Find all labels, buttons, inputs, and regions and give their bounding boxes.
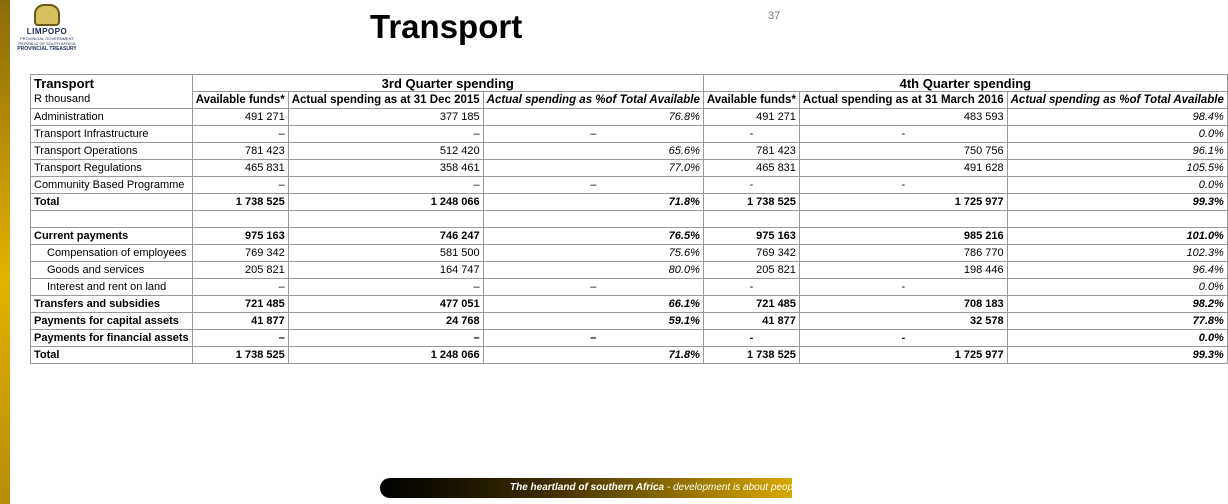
row-label: Transfers and subsidies — [31, 296, 193, 313]
q4-percent-cell: 0.0% — [1007, 177, 1227, 194]
row-label: Administration — [31, 109, 193, 126]
q4-available-cell: - — [703, 177, 799, 194]
q4-available-cell: - — [703, 330, 799, 347]
q4-actual-cell: - — [799, 126, 1007, 143]
table-row — [31, 160, 1228, 177]
q3-percent-cell: – — [483, 279, 703, 296]
table-row — [31, 228, 1228, 245]
page-title: Transport — [370, 8, 523, 45]
table-corner-label: Transport — [34, 76, 94, 91]
table-row — [31, 143, 1228, 160]
q4-percent-cell: 105.5% — [1007, 160, 1227, 177]
page-number: 37 — [768, 10, 781, 22]
logo-line-1: LIMPOPO — [26, 27, 68, 36]
q3-percent-cell: 59.1% — [483, 313, 703, 330]
q4-available-cell: 975 163 — [703, 228, 799, 245]
q3-actual-cell: 164 747 — [288, 262, 483, 279]
footer-tagline — [510, 482, 801, 493]
q3-percent-cell: 65.6% — [483, 143, 703, 160]
row-label: Total — [31, 194, 193, 211]
q3-available-cell: 205 821 — [192, 262, 288, 279]
q3-actual-cell: 477 051 — [288, 296, 483, 313]
q4-actual-cell: 786 770 — [799, 245, 1007, 262]
q3-available-cell: – — [192, 279, 288, 296]
q4-actual-cell: 491 628 — [799, 160, 1007, 177]
q4-actual-cell: 198 446 — [799, 262, 1007, 279]
q4-available-cell: 1 738 525 — [703, 347, 799, 364]
q3-actual-cell: 24 768 — [288, 313, 483, 330]
q3-actual-cell: 1 248 066 — [288, 194, 483, 211]
row-label: Community Based Programme — [31, 177, 193, 194]
q4-percent-cell: 96.1% — [1007, 143, 1227, 160]
q3-available-cell: 1 738 525 — [192, 194, 288, 211]
q3-available-cell: – — [192, 330, 288, 347]
q4-actual-cell: - — [799, 330, 1007, 347]
q4-actual-cell: 750 756 — [799, 143, 1007, 160]
row-label: Current payments — [31, 228, 193, 245]
q3-actual-cell: 358 461 — [288, 160, 483, 177]
q3-percent-cell: – — [483, 177, 703, 194]
table-row — [31, 330, 1228, 347]
q4-percent-cell: 101.0% — [1007, 228, 1227, 245]
table-row — [31, 262, 1228, 279]
q4-percent-cell: 77.8% — [1007, 313, 1227, 330]
coat-of-arms-icon — [34, 4, 60, 26]
q4-available-cell: 205 821 — [703, 262, 799, 279]
q4-available-cell: 41 877 — [703, 313, 799, 330]
q4-actual-cell: 985 216 — [799, 228, 1007, 245]
total-row — [31, 194, 1228, 211]
table-row — [31, 313, 1228, 330]
q4-actual-cell: 32 578 — [799, 313, 1007, 330]
q3-header: 3rd Quarter spending — [192, 75, 703, 92]
q3-available-cell: 41 877 — [192, 313, 288, 330]
economic-total — [31, 347, 1228, 364]
q3-available-cell: 781 423 — [192, 143, 288, 160]
row-label: Goods and services — [31, 262, 193, 279]
row-label: Payments for financial assets — [31, 330, 193, 347]
q3-percent-cell: 66.1% — [483, 296, 703, 313]
q3-percent-cell: 71.8% — [483, 194, 703, 211]
q4-available-cell: - — [703, 279, 799, 296]
q4-percent-cell: 0.0% — [1007, 330, 1227, 347]
q3-percent-cell: – — [483, 330, 703, 347]
total-row — [31, 347, 1228, 364]
table-row — [31, 177, 1228, 194]
q4-actual-cell: 708 183 — [799, 296, 1007, 313]
q4-actual-cell: - — [799, 279, 1007, 296]
q4-percent-cell: 98.4% — [1007, 109, 1227, 126]
q3-percent-cell: – — [483, 126, 703, 143]
row-label: Transport Operations — [31, 143, 193, 160]
q4-available-cell: 1 738 525 — [703, 194, 799, 211]
q3-available-cell: – — [192, 177, 288, 194]
section-separator — [31, 211, 1228, 228]
q3-actual-cell: – — [288, 126, 483, 143]
table-row — [31, 279, 1228, 296]
q3-available-cell: 975 163 — [192, 228, 288, 245]
q3-percent-cell: 77.0% — [483, 160, 703, 177]
column-header-row — [31, 92, 1228, 109]
provincial-treasury-logo — [10, 4, 84, 50]
row-label: Total — [31, 347, 193, 364]
q3-col-percent: Actual spending as %of Total Available — [483, 92, 703, 109]
q3-percent-cell: 75.6% — [483, 245, 703, 262]
logo-line-2: PROVINCIAL GOVERNMENT REPUBLIC OF SOUTH AFRICA — [18, 36, 76, 46]
programme-rows — [31, 109, 1228, 194]
q3-col-available: Available funds* — [192, 92, 288, 109]
q4-available-cell: 465 831 — [703, 160, 799, 177]
row-label: Transport Infrastructure — [31, 126, 193, 143]
row-label: Payments for capital assets — [31, 313, 193, 330]
q3-actual-cell: – — [288, 177, 483, 194]
q3-actual-cell: 746 247 — [288, 228, 483, 245]
q4-percent-cell: 98.2% — [1007, 296, 1227, 313]
q3-actual-cell: – — [288, 330, 483, 347]
q4-available-cell: 491 271 — [703, 109, 799, 126]
q3-percent-cell: 76.8% — [483, 109, 703, 126]
table-row — [31, 296, 1228, 313]
q3-percent-cell: 71.8% — [483, 347, 703, 364]
q3-actual-cell: 512 420 — [288, 143, 483, 160]
q4-percent-cell: 99.3% — [1007, 347, 1227, 364]
table-row — [31, 245, 1228, 262]
q3-available-cell: 1 738 525 — [192, 347, 288, 364]
programme-total — [31, 194, 1228, 211]
q3-actual-cell: 581 500 — [288, 245, 483, 262]
q4-percent-cell: 102.3% — [1007, 245, 1227, 262]
q4-col-actual: Actual spending as at 31 March 2016 — [799, 92, 1007, 109]
q4-percent-cell: 99.3% — [1007, 194, 1227, 211]
q4-available-cell: - — [703, 126, 799, 143]
table-corner-cell — [31, 75, 193, 109]
q4-available-cell: 769 342 — [703, 245, 799, 262]
row-label: Interest and rent on land — [31, 279, 193, 296]
spending-table — [30, 74, 1228, 364]
q4-col-percent: Actual spending as %of Total Available — [1007, 92, 1227, 109]
tagline-bold: The heartland of southern Africa — [510, 482, 665, 493]
q3-available-cell: 769 342 — [192, 245, 288, 262]
q4-actual-cell: 1 725 977 — [799, 194, 1007, 211]
q3-percent-cell: 80.0% — [483, 262, 703, 279]
q3-available-cell: 465 831 — [192, 160, 288, 177]
q4-percent-cell: 0.0% — [1007, 126, 1227, 143]
q3-available-cell: – — [192, 126, 288, 143]
q3-available-cell: 491 271 — [192, 109, 288, 126]
q3-actual-cell: – — [288, 279, 483, 296]
q4-actual-cell: 1 725 977 — [799, 347, 1007, 364]
q3-percent-cell: 76.5% — [483, 228, 703, 245]
q4-available-cell: 721 485 — [703, 296, 799, 313]
q4-header: 4th Quarter spending — [703, 75, 1227, 92]
q3-actual-cell: 1 248 066 — [288, 347, 483, 364]
decorative-side-bar — [0, 0, 10, 504]
q3-available-cell: 721 485 — [192, 296, 288, 313]
q4-percent-cell: 0.0% — [1007, 279, 1227, 296]
unit-label: R thousand — [34, 93, 91, 105]
q3-actual-cell: 377 185 — [288, 109, 483, 126]
q4-percent-cell: 96.4% — [1007, 262, 1227, 279]
row-label: Transport Regulations — [31, 160, 193, 177]
q3-col-actual: Actual spending as at 31 Dec 2015 — [288, 92, 483, 109]
table-header-row — [31, 75, 1228, 92]
q4-col-available: Available funds* — [703, 92, 799, 109]
table-row — [31, 109, 1228, 126]
economic-classification-rows — [31, 228, 1228, 347]
tagline-rest: - development is about people — [664, 482, 801, 493]
row-label: Compensation of employees — [31, 245, 193, 262]
q4-actual-cell: 483 593 — [799, 109, 1007, 126]
q4-actual-cell: - — [799, 177, 1007, 194]
logo-line-3: PROVINCIAL TREASURY — [17, 46, 77, 52]
q4-available-cell: 781 423 — [703, 143, 799, 160]
table-row — [31, 126, 1228, 143]
